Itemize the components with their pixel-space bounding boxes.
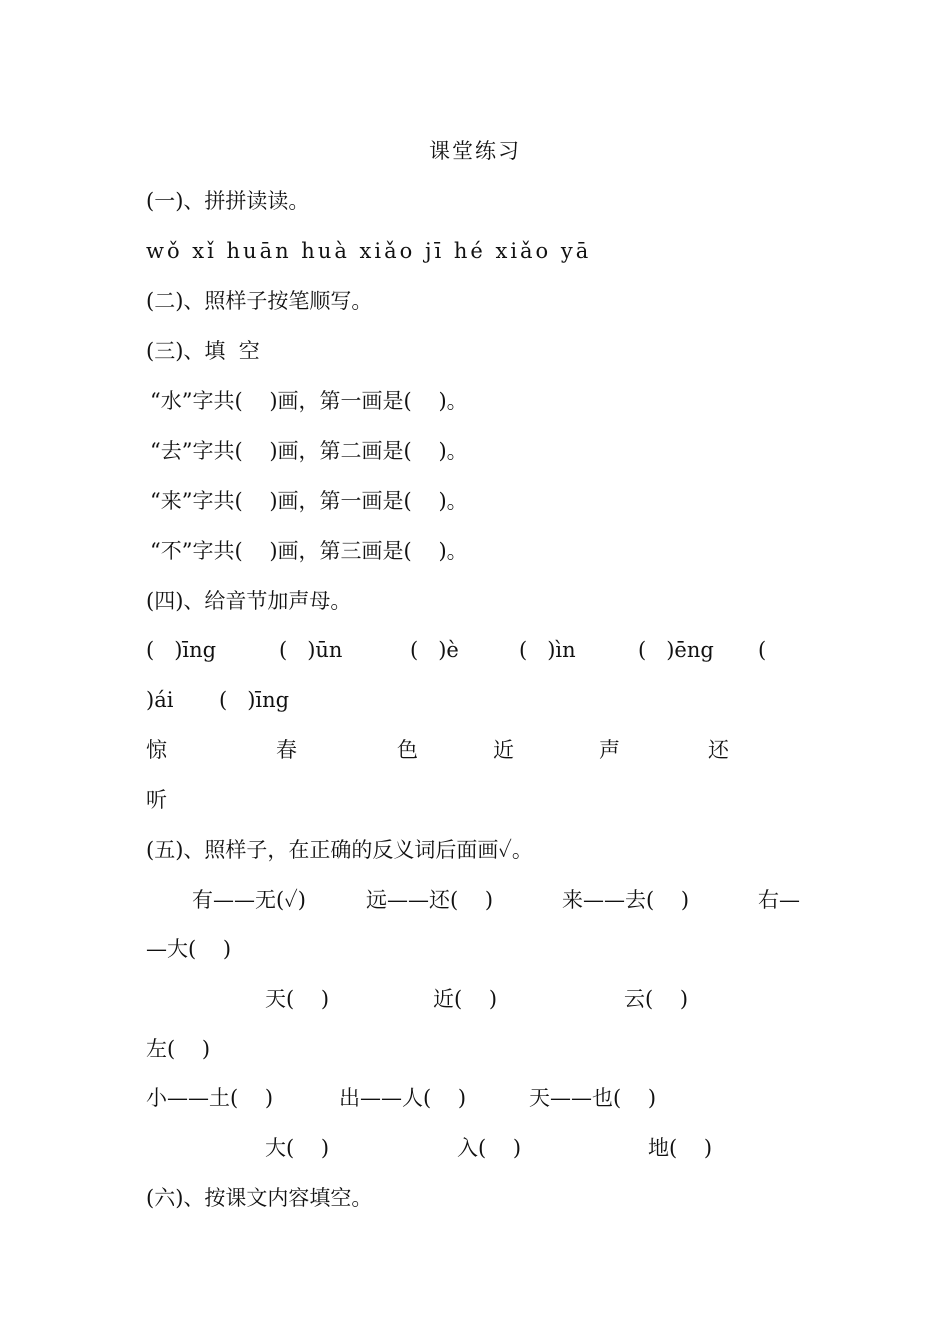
antonym-item: 近( ) [433,987,498,1011]
syllable-item: ( )īng [219,688,290,712]
pinyin-line: wǒ xǐ huān huà xiǎo jī hé xiǎo yā [146,239,592,263]
antonym-item: —大( ) [146,937,232,961]
hanzi-char: 还 [708,738,729,762]
antonym-item: 天( ) [265,987,330,1011]
syllable-item: ( )ēng [638,638,714,662]
antonym-item: 来——去( ) [562,888,690,912]
hanzi-char: 近 [493,738,514,762]
syllable-item: )ái [146,688,174,712]
syllable-item: ( )ūn [279,638,343,662]
syllable-item: ( )ìn [519,638,576,662]
antonym-item: 有——无(✓) [192,888,306,912]
hanzi-char: 惊 [146,738,167,762]
antonym-item: 右— [758,888,800,912]
syllable-item: ( )è [410,638,459,662]
fill-item: “来”字共( )画，第一画是( )。 [150,489,468,513]
antonym-item: 小——土( ) [146,1086,274,1110]
section-5-heading: (五)、照样子，在正确的反义词后面画✓。 [146,838,533,862]
antonym-item: 出——人( ) [339,1086,467,1110]
fill-item: “去”字共( )画，第二画是( )。 [150,439,468,463]
hanzi-char: 听 [146,788,167,812]
fill-item: “水”字共( )画，第一画是( )。 [150,389,468,413]
section-1-heading: (一)、拼拼读读。 [146,189,310,213]
hanzi-char: 春 [276,738,297,762]
antonym-item: 天——也( ) [529,1086,657,1110]
section-6-heading: (六)、按课文内容填空。 [146,1186,373,1210]
antonym-item: 地( ) [648,1136,713,1160]
section-2-heading: (二)、照样子按笔顺写。 [146,289,373,313]
page-title: 课堂练习 [429,139,521,163]
antonym-item: 云( ) [624,987,689,1011]
section-3-heading: (三)、填 空 [146,339,260,363]
section-4-heading: (四)、给音节加声母。 [146,589,352,613]
hanzi-char: 声 [599,738,620,762]
antonym-item: 大( ) [265,1136,330,1160]
syllable-item: ( )īng [146,638,217,662]
fill-item: “不”字共( )画，第三画是( )。 [150,539,468,563]
syllable-item: ( [758,638,767,662]
antonym-item: 入( ) [457,1136,522,1160]
antonym-item: 左( ) [146,1037,211,1061]
hanzi-char: 色 [397,738,418,762]
antonym-item: 远——还( ) [366,888,494,912]
